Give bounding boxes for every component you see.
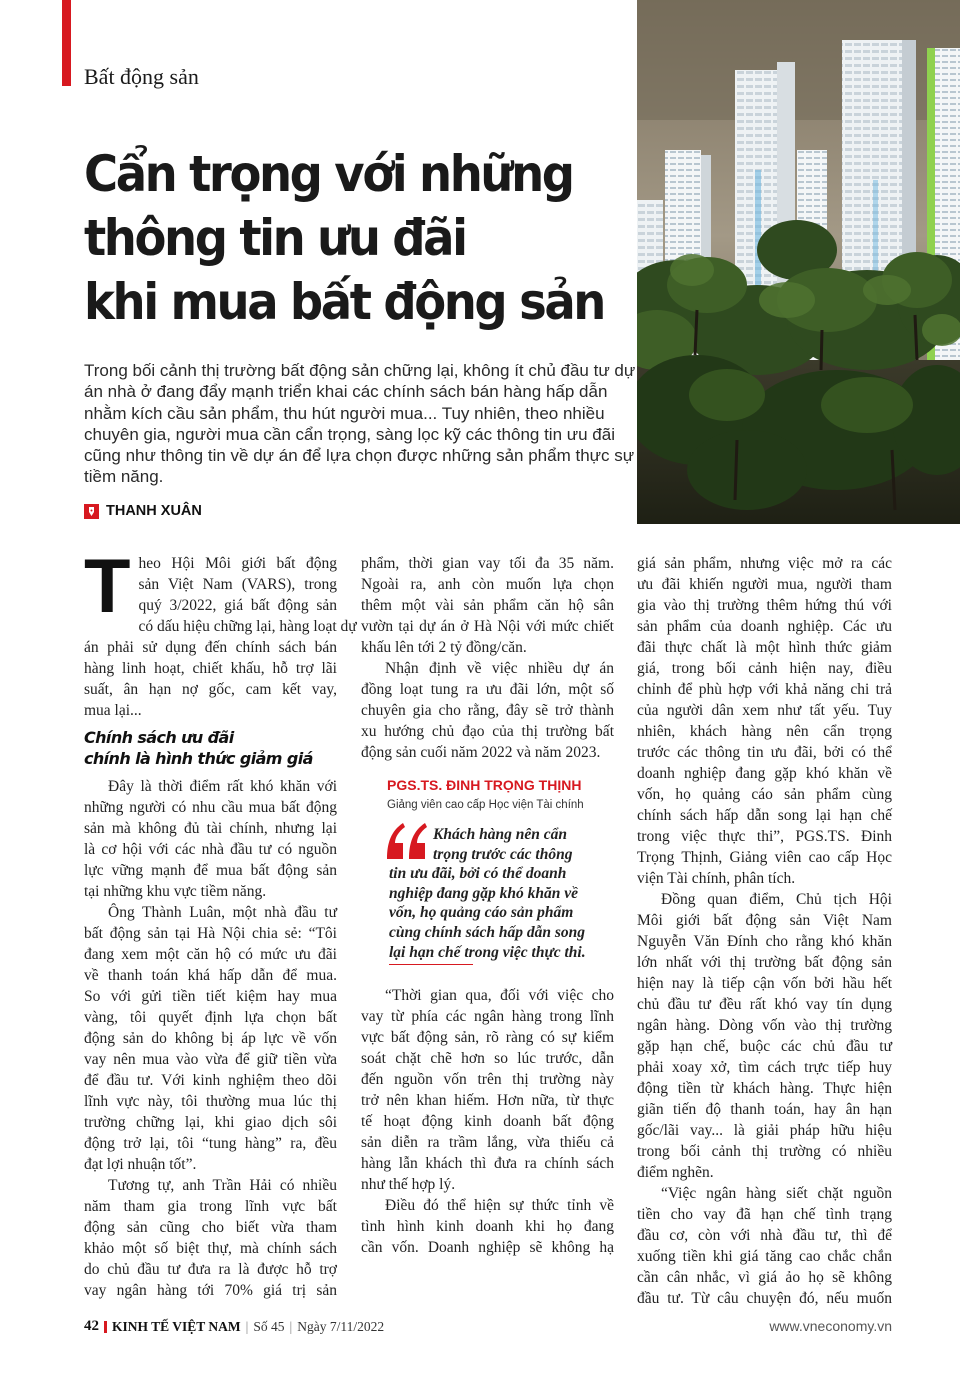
title-line: khi mua bất động sản xyxy=(84,273,604,331)
quote-divider xyxy=(389,964,473,965)
quote-line: tin ưu đãi, bởi có thể doanh xyxy=(389,865,567,883)
text-line: vay ngân hàng tới 70% giá trị sản xyxy=(84,1282,337,1299)
text-line: cần cân nhắc, vì giá ảo họ sẽ không xyxy=(637,1269,892,1286)
text-line: hiện nay là tiếp cận vốn bởi hầu hết xyxy=(637,975,892,992)
text-line: trở nên khan hiếm. Hơn nữa, từ thực xyxy=(361,1092,614,1109)
text-line: phẩm, thời gian vay tối đa 35 năm. xyxy=(361,555,614,572)
drop-cap: T xyxy=(84,544,131,629)
text-line: Nguyễn Văn Đính cho rằng khó khăn xyxy=(637,933,892,950)
text-line: vay từ phía các ngân hàng trong lĩnh xyxy=(361,1008,614,1025)
quote-line: nghiệp đang gặp khó khăn về xyxy=(389,884,579,902)
text-line: trước các thông tin ưu đãi, bởi có thể xyxy=(637,744,892,761)
text-line: ưu đãi khiến người mua, người tham xyxy=(637,576,892,593)
text-line: những người có nhu cầu mua bất động xyxy=(84,799,337,816)
quote-author: PGS.TS. ĐINH TRỌNG THỊNH xyxy=(387,777,582,793)
text-line: đầu tư. Từ câu chuyện đó, nếu muốn xyxy=(637,1290,892,1307)
footer-accent-bar xyxy=(104,1321,107,1333)
text-line: chuyên gia cho rằng, đây sẽ trở thành xyxy=(361,702,614,719)
text-line: Ngoài ra, anh còn muốn lựa chọn xyxy=(361,576,614,593)
text-line: Đây là thời điểm rất khó khăn với xyxy=(108,778,337,795)
section-label: Bất động sản xyxy=(84,64,199,89)
text-line: vàng, tôi quyết định lựa chọn bất xyxy=(84,1009,337,1026)
footer-separator: | xyxy=(289,1318,293,1334)
text-line: đồng loạt tung ra ưu đãi lớn, một số xyxy=(361,681,614,698)
text-line: vốn, họ quảng cáo sản phẩm cùng xyxy=(637,786,892,803)
text-line: tại những khu vực tiềm năng. xyxy=(84,883,267,900)
subheading-line: Chính sách ưu đãi xyxy=(84,728,234,747)
issue-number: Số 45 xyxy=(253,1318,285,1334)
paragraph xyxy=(84,1175,337,1301)
text-line: giá, trong bối cảnh hiện nay, điều xyxy=(637,660,892,677)
text-line: So với gửi tiền tiết kiệm hay mua xyxy=(84,988,337,1005)
article-lead xyxy=(84,360,636,488)
byline xyxy=(84,503,202,519)
paragraph xyxy=(637,553,892,889)
quote-line: cùng chính sách hấp dẫn song xyxy=(389,923,585,941)
text-line: động sản cuối năm 2022 và năm 2023. xyxy=(361,744,601,761)
text-line: như thế hợp lý. xyxy=(361,1176,456,1193)
lead-line: Trong bối cảnh thị trường bất động sản chững lại, không ít chủ đầu tư dự xyxy=(84,361,636,380)
quote-author-role: Giảng viên cao cấp Học viện Tài chính xyxy=(387,799,584,811)
text-line: khấu lên tới 2 tỷ đồng/căn. xyxy=(361,639,527,656)
paragraph xyxy=(637,889,892,1183)
text-line: đạt lợi nhuận tốt”. xyxy=(84,1156,197,1173)
lead-line: cũng như thông tin về dự án để lựa chọn được những sản phẩm thực sự xyxy=(84,446,635,466)
pen-icon xyxy=(84,504,99,519)
issue-date: Ngày 7/11/2022 xyxy=(297,1318,385,1334)
text-line: là cơ hội với các nhà đầu tư có nguồn xyxy=(84,841,337,858)
paragraph xyxy=(361,985,614,1195)
author-name: THANH XUÂN xyxy=(106,503,202,519)
text-line: chủ đầu tư đều rất khó vay tín dụng xyxy=(637,996,892,1013)
text-line: sản phẩm của doanh nghiệp. Các ưu xyxy=(637,618,892,635)
text-line: “Thời gian qua, đối với việc cho xyxy=(385,987,614,1004)
text-line: Môi giới bất động sản Việt Nam xyxy=(637,912,892,929)
text-line: vực bất động sản, rõ ràng có sự kiểm xyxy=(361,1029,614,1046)
text-line: động tiền từ khách hàng. Thực hiện xyxy=(637,1080,892,1097)
text-line: Ông Thành Luân, một nhà đầu tư xyxy=(108,904,337,921)
text-line: do chủ đầu tư đưa ra là được hỗ trợ xyxy=(84,1261,337,1278)
paragraph xyxy=(84,776,337,902)
text-line: giãn tiến độ thanh toán, hay ân hạn xyxy=(637,1101,892,1118)
quote-line: lại hạn chế trong việc thực thi. xyxy=(389,943,586,961)
text-line: đến nguồn vốn trên thị trường này xyxy=(361,1071,614,1088)
text-line: sản mà không đủ tài chính, nhưng lại xyxy=(84,820,337,837)
text-line: gia vào thị trường thêm hứng thú với xyxy=(637,597,892,614)
text-line: sản Việt Nam (VARS), trong xyxy=(138,576,337,593)
text-line: để đầu tư. Với kinh nghiệm theo dõi xyxy=(84,1072,337,1089)
quote-line: Khách hàng nên cẩn xyxy=(433,826,567,843)
text-line: gốc/lãi vay... là giải pháp hữu hiệu xyxy=(637,1122,892,1139)
text-line: lĩnh vực này, tôi thường mua lúc thị xyxy=(84,1093,337,1110)
lead-line: tiềm năng. xyxy=(84,467,164,487)
text-line: heo Hội Môi giới bất động xyxy=(138,555,337,572)
text-line: hàng lẫn khách thì đưa ra chính sách xyxy=(361,1155,614,1172)
text-line: Điều đó thể hiện sự thức tỉnh về xyxy=(385,1197,614,1214)
title-line: Cẩn trọng với những xyxy=(84,145,573,203)
text-line: quý 3/2022, giá bất động sản xyxy=(138,597,337,614)
text-line: xu hướng chủ đạo của thị trường bất xyxy=(361,723,614,740)
text-line: hàng linh hoạt, chiết khấu, hỗ trợ lãi xyxy=(84,660,337,677)
text-line: có dấu hiệu chững lại, hàng loạt dự xyxy=(138,618,357,635)
text-line: đầu cơ, còn với nhà đầu tư, thì để xyxy=(637,1227,892,1244)
website-link[interactable]: www.vneconomy.vn xyxy=(769,1318,892,1334)
text-line: Nhận định về việc nhiều dự án xyxy=(385,660,614,677)
paragraph xyxy=(361,1195,614,1258)
text-line: chỉnh để phù hợp với khả năng chi trả xyxy=(637,681,892,698)
text-line: lớn nhất với thị trường bất động sản xyxy=(637,954,892,971)
text-line: án phải sử dụng đến chính sách bán xyxy=(84,639,337,656)
paragraph xyxy=(361,553,614,658)
text-line: ngân hàng. Dòng vốn vào thị trường xyxy=(637,1017,892,1034)
text-line: “Việc ngân hàng siết chặt nguồn xyxy=(661,1185,892,1202)
text-line: điểm nghẽn. xyxy=(637,1164,714,1181)
text-line: vườn tại dự án ở Hà Nội với mức chiết xyxy=(361,618,614,635)
text-line: soát chặt chẽ hơn so lúc trước, dẫn xyxy=(361,1050,614,1067)
text-line: phải xoay xở, tìm cách trực tiếp huy xyxy=(637,1059,892,1076)
text-line: của người dân xem như tất yếu. Tuy xyxy=(637,702,892,719)
page-footer xyxy=(84,1318,384,1335)
lead-line: chuyên gia, người mua cần cẩn trọng, sàng lọc kỹ các thông tin ưu đãi xyxy=(84,424,615,444)
text-line: nhiên, khách hàng nên cẩn trọng xyxy=(637,723,892,740)
text-line: trong việc thực thi”, PGS.TS. Đinh xyxy=(637,828,892,845)
text-line: giá sản phẩm, nhưng việc mở ra các xyxy=(637,555,892,572)
column-3 xyxy=(637,553,892,1309)
text-line: chính sách hấp dẫn song lại hạn chế xyxy=(637,807,892,824)
text-line: thêm một vài sản phẩm căn hộ sân xyxy=(361,597,614,614)
subheading-line: chính là hình thức giảm giá xyxy=(84,749,313,768)
text-line: đang xem một căn hộ có mức ưu đãi xyxy=(84,946,337,963)
subheading xyxy=(84,727,337,769)
text-line: vay nên mua vào vừa để giữ tiền vừa xyxy=(84,1051,337,1068)
text-line: sản diễn ra trầm lắng, vừa thiếu cả xyxy=(361,1134,614,1151)
paragraph xyxy=(84,902,337,1175)
text-line: mua lại... xyxy=(84,702,142,719)
text-line: gặp hạn chế, buộc các chủ đầu tư xyxy=(637,1038,892,1055)
text-line: trường chững lại, khi giao dịch sôi xyxy=(84,1114,337,1131)
text-line: doanh nghiệp đang gặp khó khăn về xyxy=(637,765,892,782)
column-1 xyxy=(84,544,357,1301)
magazine-name: KINH TẾ VIỆT NAM xyxy=(112,1318,241,1334)
text-line: động sản cũng cho biết vừa tham xyxy=(84,1219,337,1236)
footer-separator: | xyxy=(245,1318,249,1334)
paragraph xyxy=(361,658,614,763)
text-line: đãi thực chất là một hình thức giảm xyxy=(637,639,892,656)
text-line: cần vốn. Doanh nghiệp sẽ không hạ xyxy=(361,1239,614,1256)
pull-quote xyxy=(361,825,614,970)
article-title xyxy=(84,142,604,334)
section-accent-bar xyxy=(62,0,71,86)
text-line: năm tham gia trong lĩnh vực bất xyxy=(84,1198,337,1215)
text-line: tế hoạt động kinh doanh bất động xyxy=(361,1113,614,1130)
text-line: động sản do không bị áp lực về vốn xyxy=(84,1030,337,1047)
title-line: thông tin ưu đãi xyxy=(84,209,466,267)
lead-line: nhằm kích cầu sản phẩm, thu hút người mua... Tuy nhiên, theo nhiều xyxy=(84,403,605,423)
text-line: về thanh toán khá hấp dẫn để mua. xyxy=(84,967,337,984)
text-line: suất, ân hạn nợ gốc, cam kết vay, xyxy=(84,681,337,698)
lead-line: án nhà ở đang đẩy mạnh triển khai các chính sách bán hàng hấp dẫn xyxy=(84,382,608,402)
text-line: khảo một số biệt thự, mà chính sách xyxy=(84,1240,337,1257)
text-line: Tương tự, anh Trần Hải có nhiều xyxy=(108,1177,337,1194)
text-line: lực vững mạnh để mua bất động sản xyxy=(84,862,337,879)
column-2 xyxy=(361,553,614,1258)
text-line: bất động sản tại Hà Nội chia sẻ: “Tôi xyxy=(84,925,337,942)
text-line: trong bối cảnh thị trường có nhiều xyxy=(637,1143,892,1160)
architecture-model-photo xyxy=(637,0,960,524)
intro-paragraph xyxy=(84,544,357,721)
paragraph xyxy=(637,1183,892,1309)
page-number: 42 xyxy=(84,1318,99,1334)
text-line: xuống tiền khi giá tăng cao chắc chắn xyxy=(637,1248,892,1265)
quote-text xyxy=(389,825,611,962)
text-line: tình hình kinh doanh khi họ đang xyxy=(361,1218,614,1235)
text-line: viện Tài chính, phân tích. xyxy=(637,870,796,887)
text-line: Trọng Thịnh, Giảng viên cao cấp Học xyxy=(637,849,892,866)
text-line: tiền cho vay đã hạn chế tình trạng xyxy=(637,1206,892,1223)
text-line: động trở lại, tôi “tung hàng” ra, đều xyxy=(84,1135,337,1152)
quote-line: vốn, họ quảng cáo sản phẩm xyxy=(389,904,574,922)
quote-line: trọng trước các thông xyxy=(433,845,573,863)
text-line: Đồng quan điểm, Chủ tịch Hội xyxy=(661,891,892,908)
